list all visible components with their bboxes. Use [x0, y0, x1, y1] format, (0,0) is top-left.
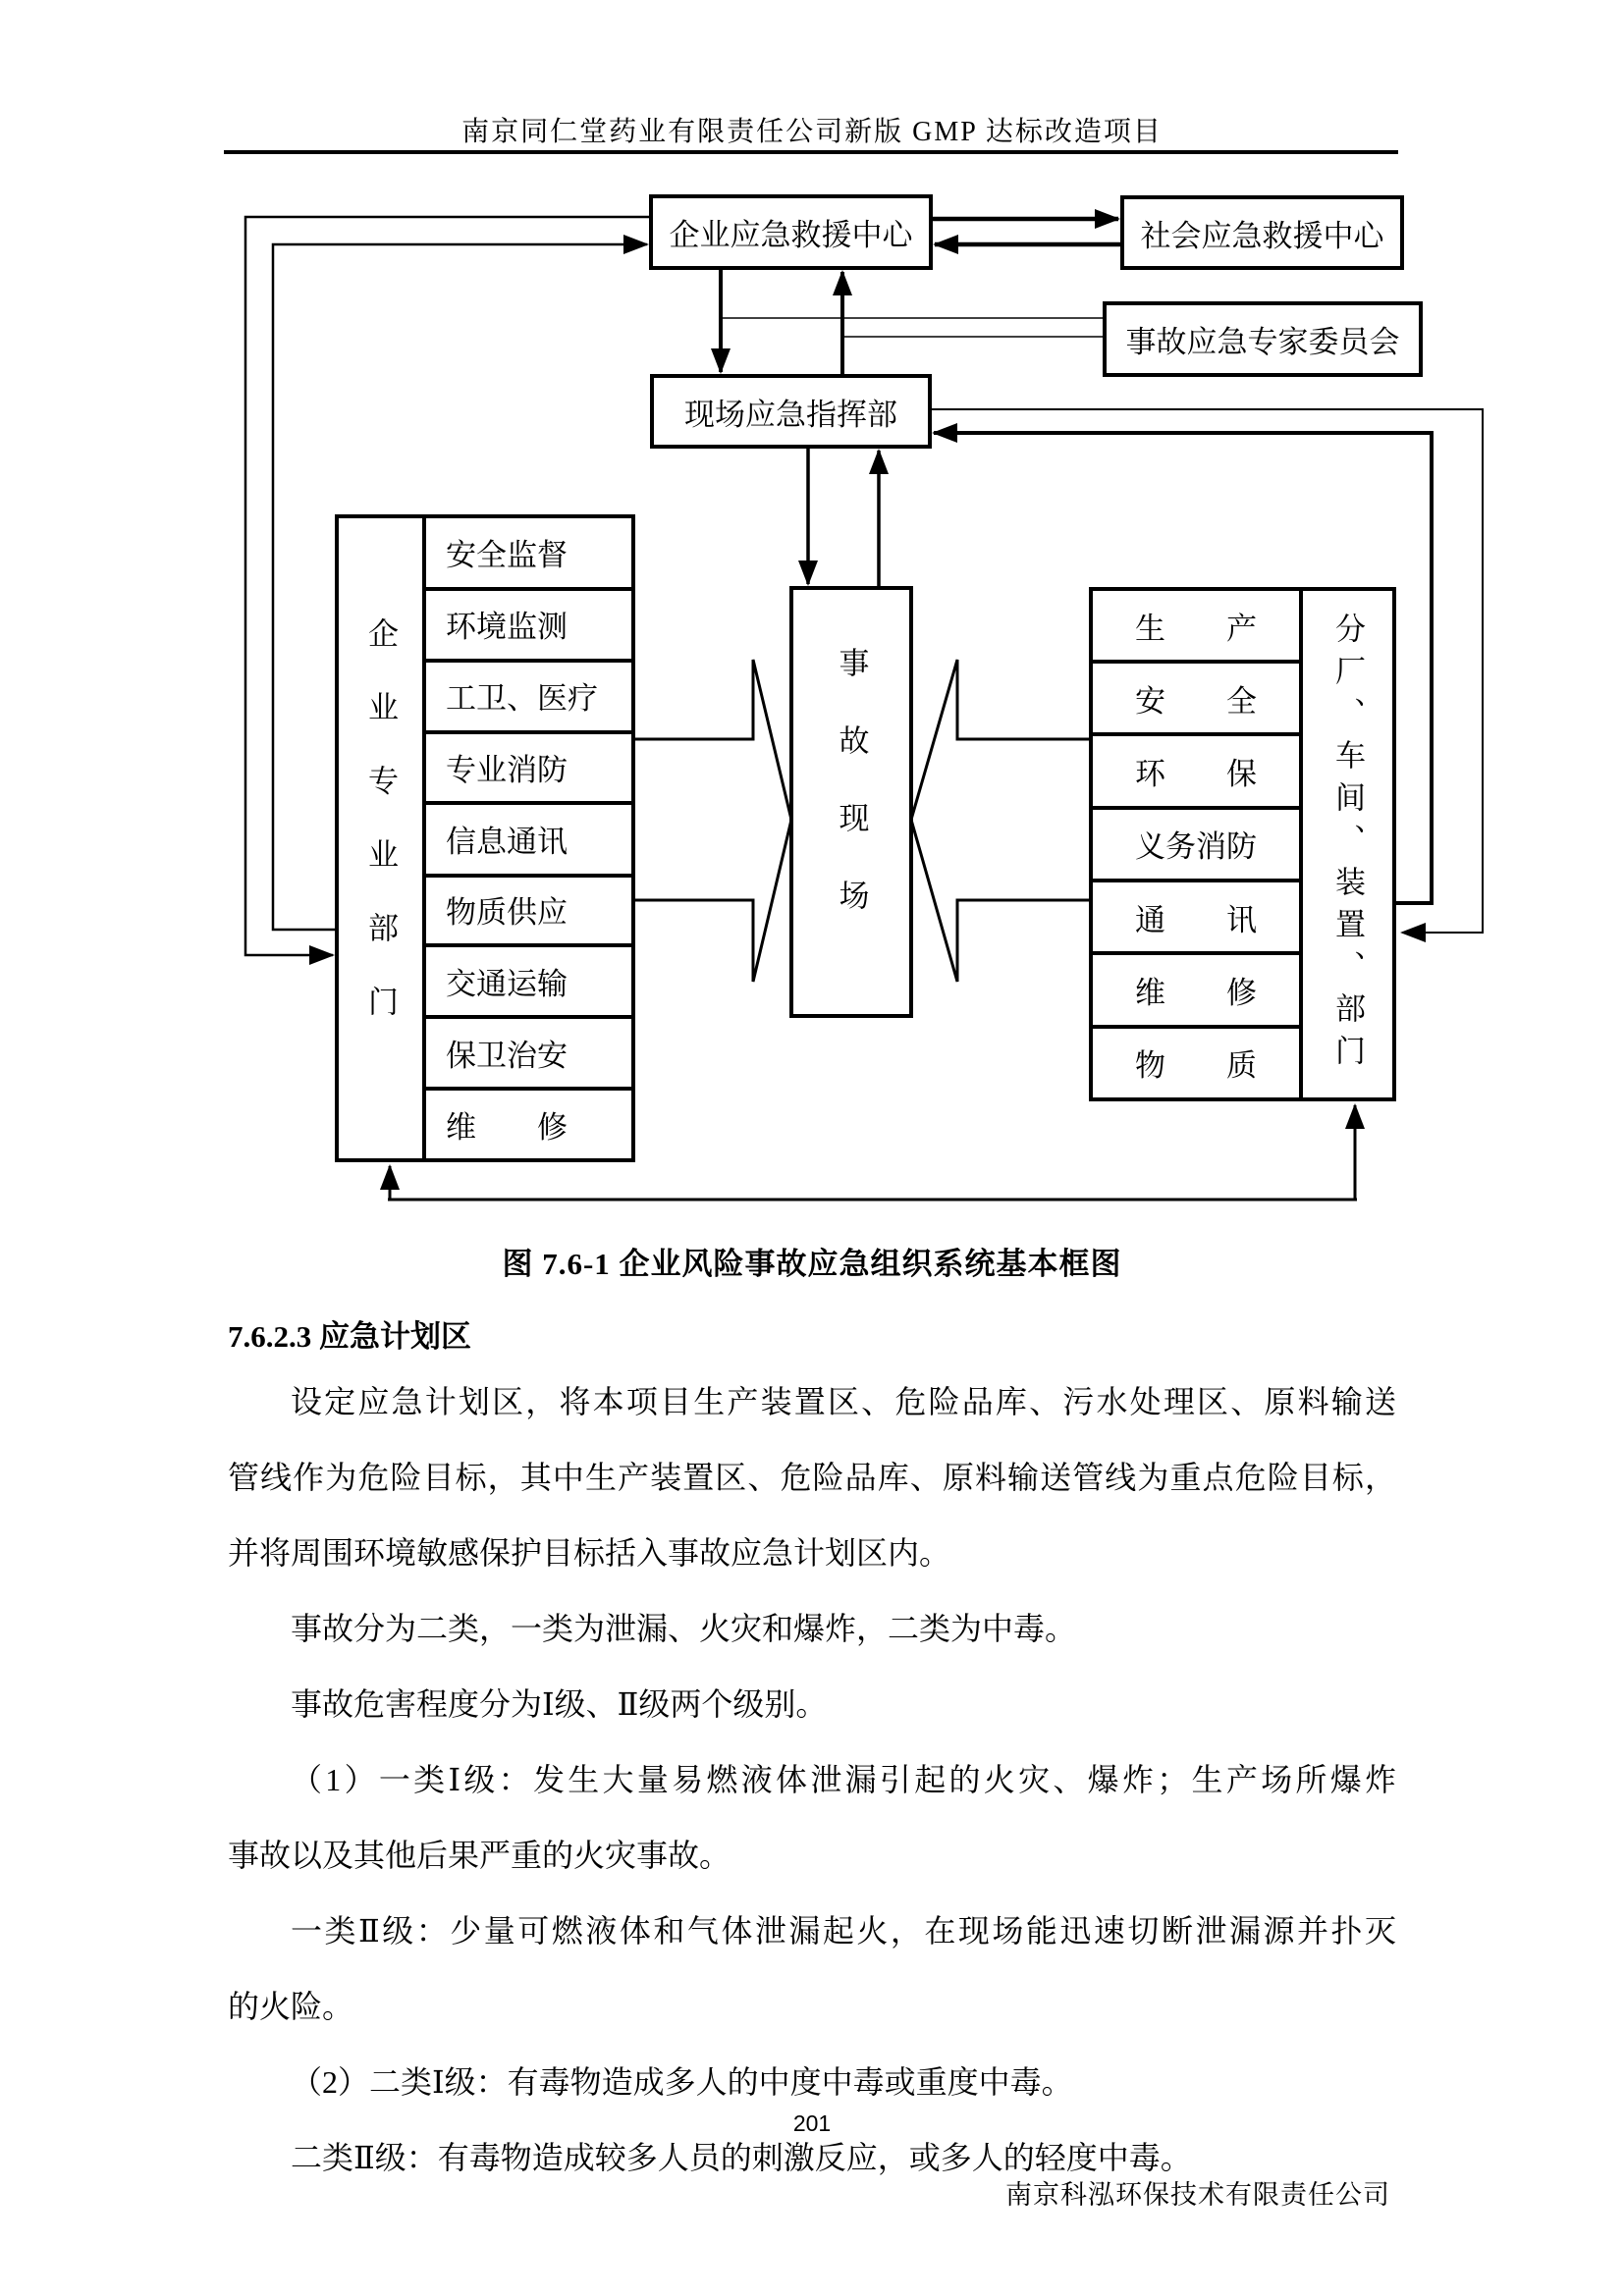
- right-row: 义务消防: [1135, 829, 1257, 865]
- accident-scene-label: 事故现场: [834, 647, 869, 957]
- right-rows: [1091, 589, 1301, 1099]
- left-group-label: 企业专业部门: [363, 617, 398, 1059]
- section-heading: 7.6.2.3 应急计划区: [228, 1319, 471, 1354]
- left-row: 工卫、医疗: [446, 680, 598, 716]
- box-enterprise-center: 企业应急救援中心: [669, 218, 913, 252]
- left-row: 交通运输: [446, 967, 568, 1002]
- figure-caption: 图 7.6-1 企业风险事故应急组织系统基本框图: [502, 1247, 1122, 1281]
- right-row: 物 质: [1135, 1048, 1257, 1084]
- block-arrow-left: [633, 660, 791, 982]
- right-group-label: 分厂、车间、装置、部门: [1330, 612, 1365, 1077]
- right-row: 环 保: [1135, 757, 1257, 792]
- body-line: 事故危害程度分为Ⅰ级、Ⅱ级两个级别。: [291, 1686, 828, 1722]
- box-social-center: 社会应急救援中心: [1140, 218, 1384, 253]
- left-row: 保卫治安: [446, 1039, 568, 1074]
- body-line: 管线作为危险目标，其中生产装置区、危险品库、原料输送管线为重点危险目标，: [228, 1460, 1396, 1495]
- left-row: 环境监测: [446, 609, 568, 644]
- body-line: 设定应急计划区，将本项目生产装置区、危险品库、污水处理区、原料输送: [291, 1384, 1396, 1419]
- left-rows: [424, 516, 633, 1160]
- block-arrow-right: [911, 660, 1091, 982]
- right-row: 通 讯: [1135, 902, 1257, 937]
- right-row: 生 产: [1135, 611, 1257, 646]
- body-line: （2）二类Ⅰ级：有毒物造成多人的中度中毒或重度中毒。: [291, 2064, 1073, 2100]
- body-line: （1）一类Ⅰ级：发生大量易燃液体泄漏引起的火灾、爆炸；生产场所爆炸: [291, 1762, 1396, 1797]
- body-text: [228, 1364, 1396, 2196]
- right-row: 安 全: [1135, 683, 1257, 719]
- box-site-command: 现场应急指挥部: [684, 397, 897, 432]
- page-header-title: 南京同仁堂药业有限责任公司新版 GMP 达标改造项目: [461, 117, 1163, 147]
- footer-company: 南京科泓环保技术有限责任公司: [1005, 2180, 1390, 2210]
- box-expert-committee: 事故应急专家委员会: [1125, 325, 1400, 359]
- body-line: 二类Ⅱ级：有毒物造成较多人员的刺激反应，或多人的轻度中毒。: [291, 2140, 1192, 2175]
- body-line: 事故分为二类，一类为泄漏、火灾和爆炸，二类为中毒。: [291, 1611, 1077, 1646]
- left-row: 维 修: [446, 1110, 568, 1146]
- body-line: 一类Ⅱ级：少量可燃液体和气体泄漏起火，在现场能迅速切断泄漏源并扑灭: [291, 1913, 1396, 1949]
- left-row: 物质供应: [446, 895, 568, 931]
- body-line: 并将周围环境敏感保护目标括入事故应急计划区内。: [228, 1535, 951, 1571]
- left-row: 安全监督: [446, 537, 568, 572]
- page-number: 201: [792, 2110, 832, 2136]
- body-line: 事故以及其他后果严重的火灾事故。: [228, 1838, 731, 1873]
- left-row: 专业消防: [446, 752, 568, 787]
- right-row: 维 修: [1135, 976, 1257, 1011]
- body-line: 的火险。: [228, 1989, 354, 2024]
- left-row: 信息通讯: [446, 824, 568, 859]
